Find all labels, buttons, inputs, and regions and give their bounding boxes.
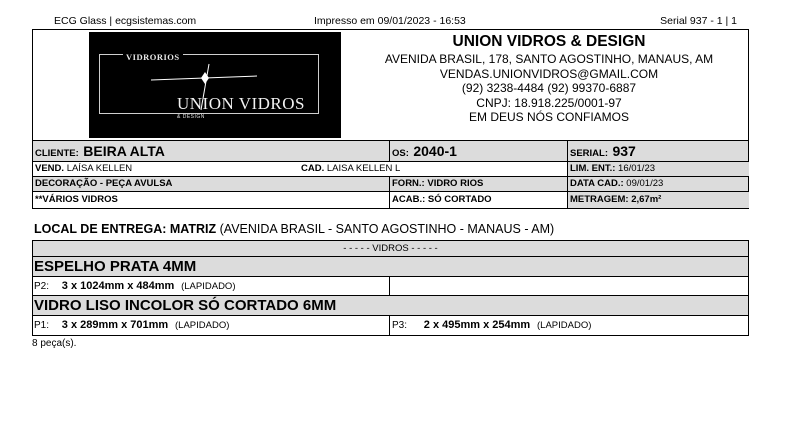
client-label: CLIENTE: — [35, 148, 79, 159]
data-cad-cell — [567, 177, 749, 191]
vendor-cell — [35, 162, 295, 176]
order-details — [32, 141, 749, 209]
piece-finish: (LAPIDADO) — [181, 281, 236, 292]
piece-pos: P3: — [392, 320, 408, 331]
company-header — [32, 29, 749, 141]
print-header — [32, 15, 749, 29]
group-title-text: VIDRO LISO INCOLOR SÓ CORTADO 6MM — [34, 297, 337, 314]
order-row-vendor — [33, 162, 748, 177]
company-address: AVENIDA BRASIL, 178, SANTO AGOSTINHO, MANAUS, AM — [384, 52, 714, 66]
acab-label: ACAB.: — [392, 194, 426, 205]
piece-pos: P1: — [34, 320, 50, 331]
os-value: 2040-1 — [413, 143, 457, 159]
delivery-address: (AVENIDA BRASIL - SANTO AGOSTINHO - MANAUS - AM) — [216, 222, 555, 236]
delivery-label: LOCAL DE ENTREGA: MATRIZ — [34, 222, 217, 236]
piece-finish: (LAPIDADO) — [175, 320, 230, 331]
company-email: VENDAS.UNIONVIDROS@GMAIL.COM — [439, 66, 659, 81]
data-cad-value: 09/01/23 — [626, 178, 664, 189]
serial-label: SERIAL: — [570, 148, 608, 159]
system-name: ECG Glass | ecgsistemas.com — [54, 15, 197, 27]
client-cell — [35, 141, 387, 161]
print-timestamp: Impresso em 09/01/2023 - 16:53 — [314, 15, 466, 27]
serial-page: Serial 937 - 1 | 1 — [660, 15, 737, 27]
company-cnpj: CNPJ: 18.918.225/0001-97 — [476, 95, 622, 110]
forn-cell — [389, 177, 567, 191]
logo-brand-text: UNION VIDROS — [177, 94, 305, 113]
serial-cell — [567, 141, 749, 161]
logo-small-text: VIDRORIOS — [123, 52, 183, 62]
logo-sub-text: & DESIGN — [177, 114, 205, 120]
vendor-label: VEND. — [35, 163, 65, 174]
piece-row — [33, 316, 748, 335]
os-cell — [389, 141, 567, 161]
cad-value: LAISA KELLEN L — [326, 163, 401, 174]
piece-empty — [389, 277, 749, 295]
order-row-acab — [33, 192, 748, 208]
section-title-text: - - - - - VIDROS - - - - - — [343, 243, 438, 254]
order-row-decoracao — [33, 177, 748, 192]
piece-p2 — [34, 277, 389, 295]
lim-ent-value: 16/01/23 — [618, 163, 656, 174]
data-cad-label: DATA CAD.: — [570, 178, 624, 189]
piece-row — [33, 277, 748, 296]
os-label: OS: — [392, 148, 409, 159]
lim-ent-cell — [567, 162, 749, 176]
company-phones: (92) 3238-4484 (92) 99370-6887 — [461, 81, 637, 95]
company-name: UNION VIDROS & DESIGN — [452, 33, 646, 50]
delivery-location — [34, 222, 554, 236]
items-table — [32, 240, 749, 336]
lim-ent-label: LIM. ENT.: — [570, 163, 616, 174]
piece-p1 — [34, 316, 389, 335]
metragem-label: METRAGEM: — [570, 194, 629, 205]
group-title — [33, 257, 748, 277]
acab-value: SÓ CORTADO — [427, 194, 492, 205]
acab-cell — [389, 192, 567, 208]
piece-finish: (LAPIDADO) — [537, 320, 592, 331]
items-section-title — [33, 241, 748, 257]
metragem-value: 2,67m² — [631, 194, 662, 205]
piece-count: 8 peça(s). — [32, 338, 77, 349]
piece-dims: 3 x 289mm x 701mm — [61, 319, 169, 331]
piece-p3 — [389, 316, 749, 335]
varios-value: **VÁRIOS VIDROS — [35, 194, 118, 205]
company-info — [349, 32, 749, 125]
cad-cell — [301, 162, 563, 176]
forn-value: VIDRO RIOS — [427, 178, 484, 189]
decoracao-value: DECORAÇÃO - PEÇA AVULSA — [35, 178, 173, 189]
forn-label: FORN.: — [392, 178, 425, 189]
metragem-cell — [567, 192, 749, 208]
vendor-value: LAÍSA KELLEN — [66, 163, 133, 174]
group-title-text: ESPELHO PRATA 4MM — [34, 258, 197, 275]
group-title — [33, 296, 748, 316]
piece-dims: 2 x 495mm x 254mm — [423, 319, 531, 331]
serial-value: 937 — [612, 143, 636, 159]
company-motto: EM DEUS NÓS CONFIAMOS — [468, 110, 629, 124]
piece-dims: 3 x 1024mm x 484mm — [61, 280, 175, 292]
client-value: BEIRA ALTA — [83, 143, 165, 159]
piece-pos: P2: — [34, 281, 50, 292]
cad-label: CAD. — [301, 163, 325, 174]
order-row-client — [33, 141, 748, 162]
company-logo — [89, 32, 341, 138]
